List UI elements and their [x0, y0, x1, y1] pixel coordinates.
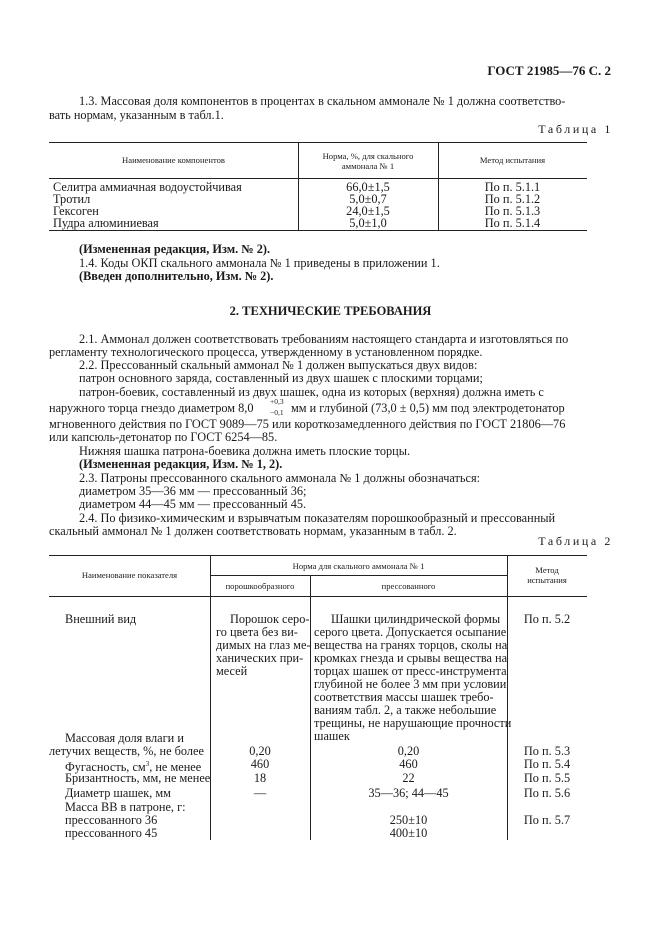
table2-cell-powder: 18 — [253, 771, 267, 785]
table1-cell-norm: 66,0±1,5 — [346, 180, 390, 194]
table1-header-norm-line2: аммонала № 1 — [341, 161, 395, 171]
table1-cell-norm: 5,0±1,0 — [349, 216, 387, 230]
table2-header-powder: порошкообразного — [225, 581, 295, 591]
table1-top-rule — [49, 142, 587, 143]
table2-cell-method: По п. 5.4 — [523, 757, 571, 771]
table2-cell-name: Бризантность, мм, не менее — [65, 771, 211, 785]
table2-caption: Таблица 2 — [538, 534, 613, 548]
table1-cell-name: Тротил — [53, 192, 91, 206]
table2-header-method-line1: Метод — [535, 565, 559, 575]
paragraph-1-3-line2: вать нормам, указанным в табл.1. — [49, 108, 224, 122]
paragraph-2-2-line5: мгновенного действия по ГОСТ 9089—75 или короткозамедленного действия по ГОСТ 21806—76 — [49, 417, 566, 431]
paragraph-2-2-line4a: наружного торца гнездо диаметром 8,0 — [49, 401, 254, 415]
paragraph-2-2-line2: патрон основного заряда, составленный из двух шашек с плоскими торцами; — [79, 371, 483, 385]
table2-cell-powder-line: Порошок серо- — [230, 612, 310, 626]
table2-cell-powder-line: димых на глаз ме- — [216, 638, 311, 652]
table2-cell-subname-36: прессованного 36 — [65, 813, 158, 827]
table2-cell-pressed-line: торцах шашек от пресс-инструмента — [314, 664, 507, 678]
table1-header-method: Метод испытания — [479, 155, 546, 165]
table2-cell-powder-line: ханических при- — [216, 651, 304, 665]
table2-cell-pressed-line: серого цвета. Допускается осыпание — [314, 625, 507, 639]
table2-header-norm: Норма для скального аммонала № 1 — [292, 561, 425, 571]
table1-cell-norm: 24,0±1,5 — [346, 204, 390, 218]
table1-cell-name: Пудра алюминиевая — [53, 216, 159, 230]
paragraph-2-4-line2: скальный аммонал № 1 должен соответствовать нормам, указанным в табл. 2. — [49, 524, 457, 538]
table1-header-rule — [49, 178, 587, 179]
table2-cell-pressed-36: 250±10 — [389, 813, 428, 827]
table2-cell-powder: 460 — [250, 757, 270, 771]
table2-cell-pressed-line: вещества на гранях торцов, сколы на — [314, 638, 508, 652]
table2-cell-pressed: 22 — [402, 771, 415, 785]
table2-cell-pressed: 460 — [399, 757, 418, 771]
amendment-note-2: (Введен дополнительно, Изм. № 2). — [79, 269, 274, 283]
amendment-note-1: (Измененная редакция, Изм. № 2). — [79, 242, 271, 256]
paragraph-2-1-line2: регламенту технологического процесса, утвержденному в установленном порядке. — [49, 345, 483, 359]
paragraph-2-2-line1: 2.2. Прессованный скальный аммонал № 1 должен выпускаться двух видов: — [79, 358, 478, 372]
table1-cell-method: По п. 5.1.3 — [484, 204, 541, 218]
table2-vline-2 — [310, 575, 311, 840]
table1-cell-method: По п. 5.1.2 — [484, 192, 541, 206]
amendment-note-3: (Измененная редакция, Изм. № 1, 2). — [79, 457, 283, 471]
table2-cell-powder-line: месей — [216, 664, 248, 678]
table1-cell-norm: 5,0±0,7 — [349, 192, 387, 206]
table1-caption: Таблица 1 — [538, 122, 613, 136]
table2-cell-powder-line: го цвета без ви- — [216, 625, 298, 639]
table2-cell-pressed-line: Шашки цилиндрической формы — [331, 612, 501, 626]
table1-cell-method: По п. 5.1.1 — [484, 180, 541, 194]
table2-cell-pressed-45: 400±10 — [389, 826, 428, 840]
table2-cell-name-line1: Массовая доля влаги и — [65, 731, 184, 745]
paragraph-2-2-line7: Нижняя шашка патрона-боевика должна иметь плоские торцы. — [79, 444, 411, 458]
tolerance-subscript: −0,1 — [270, 408, 284, 417]
table2-cell-subname-45: прессованного 45 — [65, 826, 158, 840]
table2-cell-method: По п. 5.2 — [523, 612, 571, 626]
table2-cell-pressed: 35—36; 44—45 — [368, 786, 449, 800]
paragraph-2-4-line1: 2.4. По физико-химическим и взрывчатым показателям порошкообразный и прессованный — [79, 511, 556, 525]
paragraph-2-2-line3: патрон-боевик, составленный из двух шашек, одна из которых (верхняя) должна иметь с — [79, 385, 544, 399]
table2-cell-name: Внешний вид — [65, 612, 137, 626]
table2-cell-pressed-line: глубиной не более 3 мм при условии — [314, 677, 507, 691]
paragraph-2-1-line1: 2.1. Аммонал должен соответствовать требованиям настоящего стандарта и изготовляться по — [79, 332, 569, 346]
paragraph-2-2-line4b: мм и глубиной (73,0 ± 0,5) мм под электродетонатор — [291, 401, 565, 415]
table2-cell-name-line2: летучих веществ, %, не более — [49, 744, 204, 758]
paragraph-2-3-line1: 2.3. Патроны прессованного скального аммонала № 1 должны обозначаться: — [79, 471, 481, 485]
table2-cell-method: По п. 5.3 — [523, 744, 571, 758]
table2-cell-method: По п. 5.7 — [523, 813, 571, 827]
table2-cell-pressed-line: соответствия массы шашек требо- — [314, 690, 494, 704]
table2-cell-pressed-line: ваниям табл. 2, а также небольшие — [314, 703, 497, 717]
table1-header-component: Наименование компонентов — [122, 155, 225, 165]
table2-cell-method: По п. 5.6 — [523, 786, 571, 800]
table1-cell-name: Гексоген — [53, 204, 99, 218]
page-header: ГОСТ 21985—76 С. 2 — [487, 63, 611, 78]
table2-header-pressed: прессованного — [381, 581, 436, 591]
fugacity-name-b: , не менее — [149, 760, 202, 775]
table2-header-method-line2: испытания — [527, 575, 567, 585]
table2-subheader-rule — [210, 575, 507, 576]
section-title: 2. ТЕХНИЧЕСКИЕ ТРЕБОВАНИЯ — [229, 304, 432, 318]
paragraph-1-4: 1.4. Коды ОКП скального аммонала № 1 приведены в приложении 1. — [79, 256, 440, 270]
table1-bottom-rule — [49, 230, 587, 231]
paragraph-2-3-line3: диаметром 44—45 мм — прессованный 45. — [79, 497, 307, 511]
table2-cell-pressed-line: шашек — [314, 729, 350, 743]
table2-cell-pressed: 0,20 — [397, 744, 420, 758]
table1-cell-method: По п. 5.1.4 — [484, 216, 541, 230]
table2-cell-name: Диаметр шашек, мм — [65, 786, 171, 800]
paragraph-1-3-line1: 1.3. Массовая доля компонентов в процентах в скальном аммонале № 1 должна соответство- — [79, 94, 566, 108]
table2-cell-powder: 0,20 — [249, 744, 271, 758]
table2-cell-pressed-line: трещины, не нарушающие прочности — [314, 716, 512, 730]
table1-header-norm-line1: Норма, %, для скального — [322, 151, 414, 161]
paragraph-2-3-line2: диаметром 35—36 мм — прессованный 36; — [79, 484, 307, 498]
table2-cell-name: Масса ВВ в патроне, г: — [65, 800, 186, 814]
table2-cell-method: По п. 5.5 — [523, 771, 571, 785]
table2-cell-powder: — — [253, 786, 267, 800]
fugacity-name-a: Фугасность, см — [65, 760, 146, 775]
table2-header-indicator: Наименование показателя — [81, 570, 178, 580]
fugacity-name-sup: 3 — [145, 760, 150, 768]
table1-cell-name: Селитра аммиачная водоустойчивая — [53, 180, 242, 194]
table2-cell-pressed-line: кромках гнезда и срывы вещества на — [314, 651, 508, 665]
paragraph-2-2-line6: или капсюль-детонатор по ГОСТ 6254—85. — [49, 430, 278, 444]
tolerance-superscript: +0,3 — [270, 397, 284, 406]
